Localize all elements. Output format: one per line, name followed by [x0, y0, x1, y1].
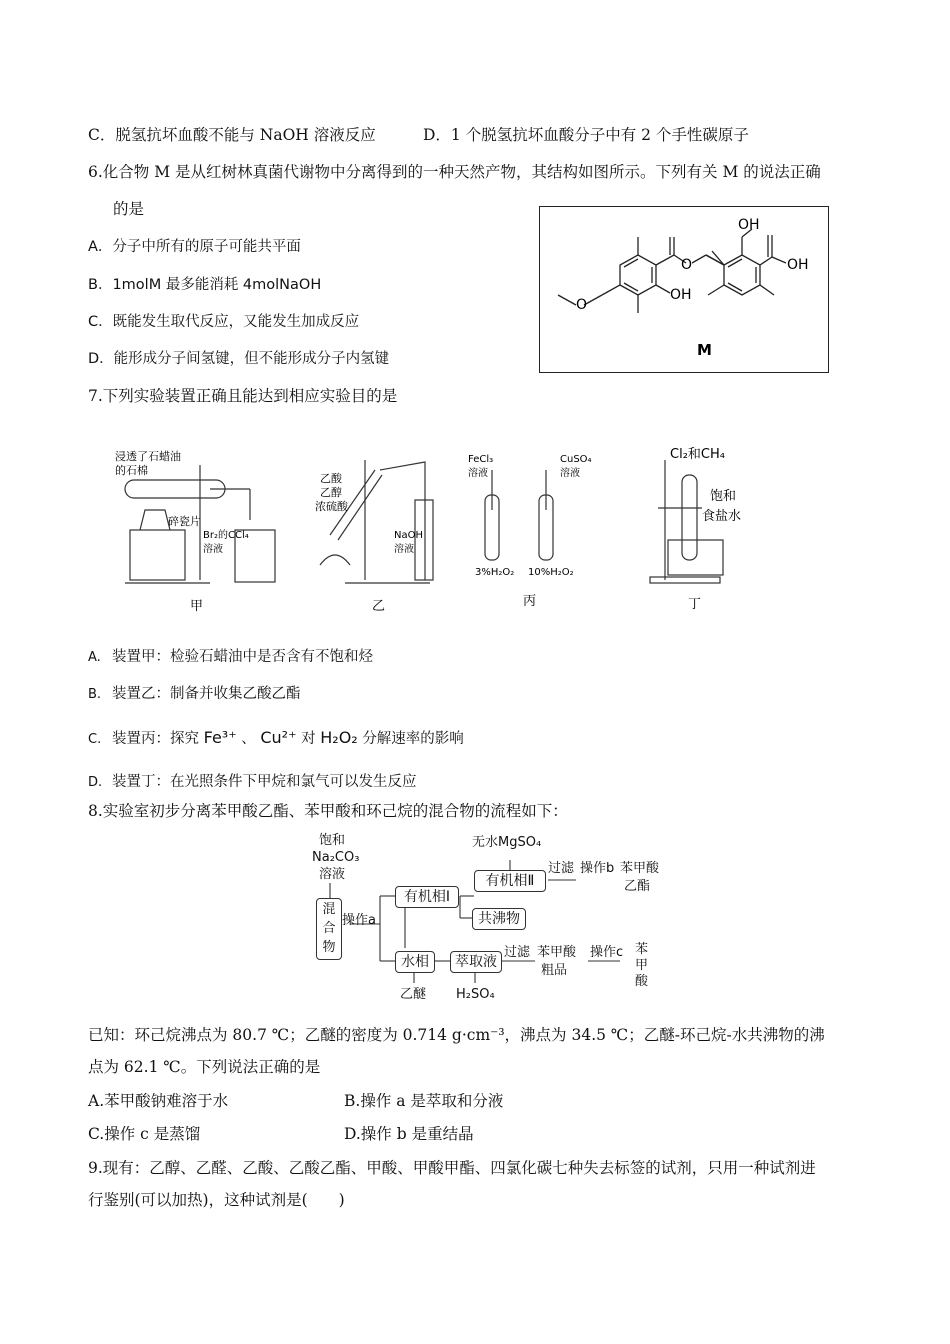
- flow-mgso4: 无水MgSO₄: [472, 835, 542, 850]
- q5-option-c: C．脱氢抗坏血酸不能与 NaOH 溶液反应: [88, 126, 376, 144]
- q8-known-1: 已知：环己烷沸点为 80.7 ℃；乙醚的密度为 0.714 g·cm⁻³，沸点为 34.5 ℃；乙醚-环己烷-水共沸物的沸: [88, 1026, 825, 1044]
- q7-option-a: 装置甲：检验石蜡油中是否含有不饱和烃: [112, 649, 373, 665]
- compound-name-label: M: [697, 341, 712, 359]
- oh-right-label: OH: [787, 257, 809, 273]
- q7-c-h2o2: H₂O₂: [320, 728, 358, 747]
- jia-label-top: 浸透了石蜡油: [115, 450, 181, 463]
- flow-ester2: 乙酯: [624, 879, 651, 894]
- structure-m-drawing: [540, 207, 828, 372]
- yi-naoh: NaOH: [394, 530, 423, 541]
- yi-name: 乙: [372, 599, 386, 614]
- bing-cuso4: CuSO₄: [560, 454, 592, 465]
- flow-acid: 苯甲酸: [635, 942, 649, 989]
- flow-sat2: Na₂CO₃: [312, 850, 360, 865]
- q6-option-c: C．既能发生取代反应，又能发生加成反应: [88, 314, 360, 330]
- bing-cuso4-b: 溶液: [560, 468, 580, 479]
- flow-org1-box: 有机相Ⅰ: [395, 886, 459, 908]
- jia-label-top2: 的石棉: [115, 464, 148, 477]
- ding-salt2: 食盐水: [702, 509, 742, 524]
- bing-fecl3-b: 溶液: [468, 468, 488, 479]
- jia-name: 甲: [190, 599, 204, 614]
- flow-op-c: 操作c: [590, 945, 624, 960]
- q7-c-ion2: Cu²⁺: [260, 728, 297, 747]
- ding-name: 丁: [688, 597, 702, 612]
- bing-h2o2-a: 3%H₂O₂: [475, 567, 515, 578]
- flow-op-a: 操作a: [342, 913, 376, 928]
- flow-sat3: 溶液: [318, 867, 345, 882]
- q7-c-mid: 对: [301, 731, 316, 747]
- q9-stem-cont: 行鉴别(可以加热)，这种试剂是( ): [88, 1191, 345, 1209]
- q6-option-d: D．能形成分子间氢键，但不能形成分子内氢键: [88, 351, 390, 367]
- q5-option-d: D．1 个脱氢抗坏血酸分子中有 2 个手性碳原子: [423, 126, 749, 144]
- q7-stem: 7.下列实验装置正确且能达到相应实验目的是: [88, 387, 398, 405]
- bing-h2o2-b: 10%H₂O₂: [528, 567, 574, 578]
- methoxy-o-label: O: [576, 297, 588, 313]
- ester-o-label: O: [681, 257, 693, 273]
- flow-crude2: 粗品: [541, 963, 568, 978]
- ding-gas: Cl₂和CH₄: [670, 447, 725, 462]
- flow-chart: [290, 828, 670, 1018]
- apparatus-figure: [110, 440, 790, 620]
- q8-option-a: A.苯甲酸钠难溶于水: [88, 1092, 229, 1110]
- flow-azeo-box: 共沸物: [472, 908, 526, 930]
- flow-h2so4: H₂SO₄: [456, 987, 495, 1002]
- ding-salt1: 饱和: [710, 489, 737, 504]
- flow-extract-box: 萃取液: [450, 951, 502, 973]
- q6-stem: 6.化合物 M 是从红树林真菌代谢物中分离得到的一种天然产物，其结构如图所示。下列有关 M 的说法正确: [88, 163, 821, 181]
- q8-option-c: C.操作 c 是蒸馏: [88, 1125, 201, 1143]
- oh-top-label: OH: [738, 217, 760, 233]
- q7-option-d: 装置丁：在光照条件下甲烷和氯气可以发生反应: [112, 774, 417, 790]
- oh-bottom-label: OH: [670, 287, 692, 303]
- flow-filter2: 过滤: [504, 945, 531, 960]
- yi-naoh2: 溶液: [394, 544, 414, 555]
- bing-name: 丙: [523, 594, 537, 609]
- q7-c-post: 分解速率的影响: [362, 731, 464, 747]
- q6-option-a: A．分子中所有的原子可能共平面: [88, 239, 301, 255]
- jia-chips-label: 碎瓷片: [168, 515, 201, 528]
- yi-label2: 乙醇: [320, 486, 342, 499]
- jia-br2-label: Br₂的CCl₄: [203, 530, 249, 541]
- q7-c-ion1: Fe³⁺: [203, 728, 237, 747]
- q6-stem-cont: 的是: [113, 200, 145, 218]
- flow-crude1: 苯甲酸: [537, 945, 577, 960]
- q9-stem: 9.现有：乙醇、乙醛、乙酸、乙酸乙酯、甲酸、甲酸甲酯、四氯化碳七种失去标签的试剂，只用一种试剂进: [88, 1159, 816, 1177]
- q7-letter-a: A.: [88, 650, 101, 665]
- q6-option-b: B．1molM 最多能消耗 4molNaOH: [88, 277, 322, 293]
- q7-c-sep: 、: [241, 731, 256, 747]
- jia-br2-label2: 溶液: [203, 544, 223, 555]
- q7-letter-c: C.: [88, 732, 102, 747]
- flow-water-box: 水相: [395, 951, 435, 973]
- yi-label3: 浓硫酸: [315, 500, 348, 513]
- flow-sat1: 饱和: [318, 833, 345, 848]
- q7-c-pre: 装置丙：探究: [112, 731, 199, 747]
- q7-letter-d: D.: [88, 775, 103, 790]
- flow-ester1: 苯甲酸: [620, 861, 660, 876]
- q7-option-c: [112, 727, 464, 750]
- q7-option-b: 装置乙：制备并收集乙酸乙酯: [112, 686, 301, 702]
- apparatus-drawing: [110, 440, 790, 620]
- flow-mix-box: 混合物: [316, 898, 342, 960]
- yi-label1: 乙酸: [320, 472, 342, 485]
- q8-known-2: 点为 62.1 ℃。下列说法正确的是: [88, 1058, 321, 1076]
- bing-fecl3: FeCl₃: [468, 454, 494, 465]
- q8-option-b: B.操作 a 是萃取和分液: [344, 1092, 504, 1110]
- flow-filter1: 过滤: [548, 861, 575, 876]
- q8-stem: 8.实验室初步分离苯甲酸乙酯、苯甲酸和环己烷的混合物的流程如下：: [88, 802, 568, 820]
- flow-ether: 乙醚: [400, 987, 427, 1002]
- q8-option-d: D.操作 b 是重结晶: [344, 1125, 474, 1143]
- q7-letter-b: B.: [88, 687, 102, 702]
- flow-org2-box: 有机相Ⅱ: [474, 870, 546, 892]
- structure-m-figure: [539, 206, 829, 373]
- flow-op-b: 操作b: [580, 861, 615, 876]
